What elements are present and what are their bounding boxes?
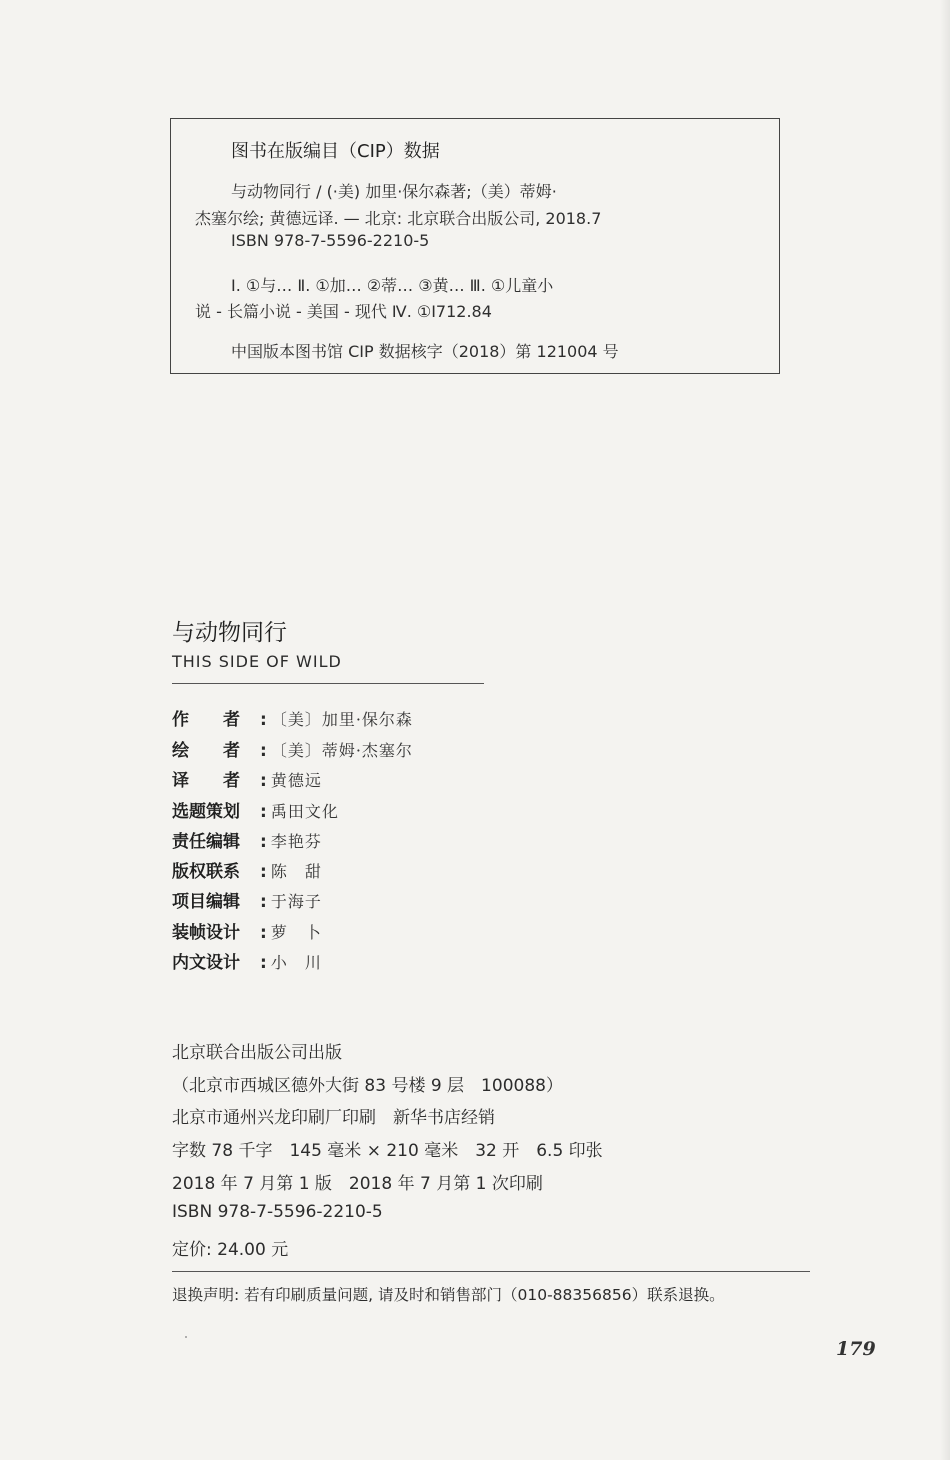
credit-value: 黄德远 [270, 771, 322, 790]
credit-planning [172, 797, 339, 821]
edition-line: 2018 年 7 月第 1 版 2018 年 7 月第 1 次印刷 [172, 1174, 543, 1194]
cip-line-3: ISBN 978-7-5596-2210-5 [231, 231, 430, 250]
page-edge-shadow [940, 0, 950, 1460]
credit-value: 陈 甜 [270, 862, 322, 881]
credit-role: 绘 者 [172, 741, 240, 761]
credit-value: 于海子 [270, 892, 322, 911]
credit-value: 李艳芬 [270, 832, 322, 851]
credit-role: 版权联系 [172, 862, 240, 882]
credit-colon: : [260, 892, 267, 912]
credit-role: 选题策划 [172, 802, 240, 822]
credit-colon: : [260, 832, 267, 852]
cip-line-6: 中国版本图书馆 CIP 数据核字（2018）第 121004 号 [231, 342, 619, 361]
cip-line-4: Ⅰ. ①与… Ⅱ. ①加… ②蒂… ③黄… Ⅲ. ①儿童小 [231, 276, 554, 295]
credit-editor [172, 827, 322, 851]
credit-value: 小 川 [270, 953, 322, 972]
credit-author [172, 705, 413, 729]
credit-cover-design [172, 918, 322, 942]
credit-illustrator [172, 736, 413, 760]
credit-translator [172, 766, 322, 790]
cip-line-2: 杰塞尔绘; 黄德远译. — 北京: 北京联合出版公司, 2018.7 [195, 209, 602, 228]
credit-colon: : [260, 802, 267, 822]
credit-role: 装帧设计 [172, 923, 240, 943]
cip-line-5: 说 - 长篇小说 - 美国 - 现代 Ⅳ. ①I712.84 [195, 302, 492, 321]
credit-colon: : [260, 862, 267, 882]
isbn-line: ISBN 978-7-5596-2210-5 [172, 1202, 383, 1222]
credit-value: 〔美〕加里·保尔森 [270, 710, 413, 729]
credit-role: 责任编辑 [172, 832, 240, 852]
cip-data-box [170, 118, 780, 374]
credit-colon: : [260, 710, 267, 730]
credit-colon: : [260, 923, 267, 943]
book-specs: 字数 78 千字 145 毫米 × 210 毫米 32 开 6.5 印张 [172, 1141, 603, 1161]
price-line: 定价: 24.00 元 [172, 1240, 289, 1260]
publisher-address: （北京市西城区德外大街 83 号楼 9 层 100088） [172, 1076, 563, 1096]
credit-role: 译 者 [172, 771, 240, 791]
publisher-line: 北京联合出版公司出版 [172, 1043, 342, 1063]
credit-role: 作 者 [172, 710, 240, 730]
credit-interior-design [172, 948, 322, 972]
paper-speck [185, 1336, 187, 1338]
credit-value: 禹田文化 [270, 802, 339, 821]
credit-role: 项目编辑 [172, 892, 240, 912]
cip-title: 图书在版编目（CIP）数据 [231, 141, 440, 162]
credit-role: 内文设计 [172, 953, 240, 973]
cip-line-1: 与动物同行 / (·美) 加里·保尔森著;（美）蒂姆· [231, 182, 557, 201]
credit-colon: : [260, 953, 267, 973]
credit-colon: : [260, 771, 267, 791]
return-notice: 退换声明: 若有印刷质量问题, 请及时和销售部门（010-88356856）联系退换。 [172, 1286, 725, 1304]
book-english-title: THIS SIDE OF WILD [172, 652, 342, 671]
page-number: 179 [836, 1338, 876, 1360]
credit-rights [172, 857, 322, 881]
credit-value: 〔美〕蒂姆·杰塞尔 [270, 741, 413, 760]
credit-value: 萝 卜 [270, 923, 322, 942]
credit-project-editor [172, 887, 322, 911]
credit-colon: : [260, 741, 267, 761]
notice-divider [172, 1271, 810, 1272]
book-title: 与动物同行 [172, 620, 287, 646]
divider-line [172, 683, 484, 684]
printer-line: 北京市通州兴龙印刷厂印刷 新华书店经销 [172, 1108, 495, 1128]
